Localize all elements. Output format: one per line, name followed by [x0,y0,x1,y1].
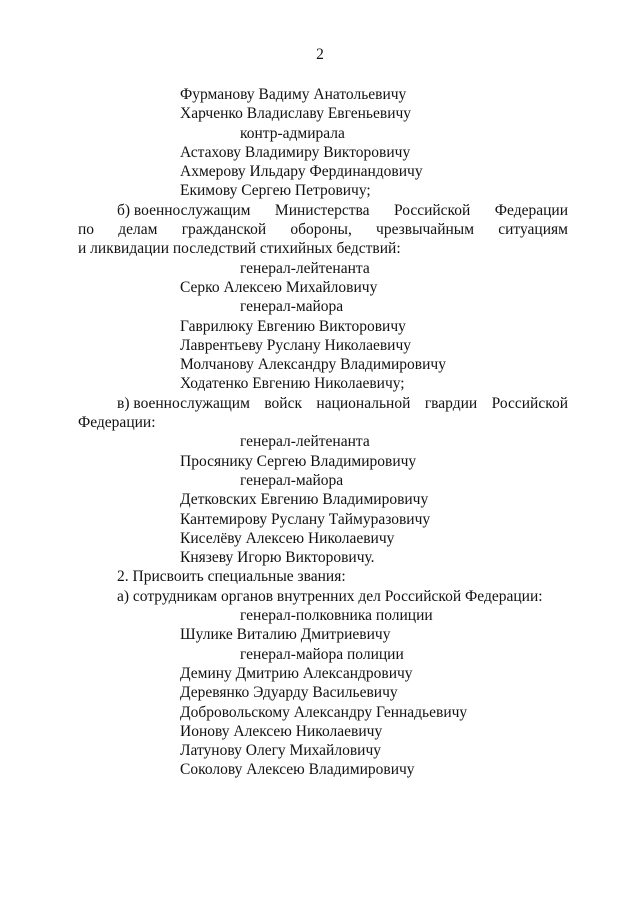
text-line: Киселёву Алексею Николаевичу [180,529,395,547]
text-line: Лаврентьеву Руслану Николаевичу [180,336,411,354]
text-line: 2. Присвоить специальные звания: [117,568,346,586]
text-line: Серко Алексею Михайловичу [180,278,378,296]
text-line: Демину Дмитрию Александровичу [180,664,413,682]
line-word: войск [264,394,302,412]
text-line: Латунову Олегу Михайловичу [180,742,382,760]
text-line: генерал-лейтенанта [240,259,370,277]
text-line: контр-адмирала [240,124,345,142]
text-line: Князеву Игорю Викторовичу. [180,549,375,567]
line-word: гвардии [424,394,478,412]
text-line: Кантемирову Руслану Таймуразовичу [180,510,431,528]
text-line: Екимову Сергею Петровичу; [180,182,371,200]
line-word: по [78,221,95,239]
text-line: Харченко Владиславу Евгеньевичу [180,105,412,123]
text-line: Ходатенко Евгению Николаевичу; [180,375,405,393]
line-word: гражданской [181,221,267,239]
text-line: Фурманову Вадиму Анатольевичу [180,86,407,103]
line-word: Российской [393,201,471,219]
text-line: генерал-полковника полиции [240,607,433,625]
text-line: Гаврилюку Евгению Викторовичу [180,317,406,335]
text-line [78,201,568,220]
text-line: генерал-майора [240,471,344,489]
line-word: в) военнослужащим [117,394,250,412]
text-line: и ликвидации последствий стихийных бедствий: [78,240,401,258]
line-word: национальной [316,394,411,412]
line-word: делам [118,221,158,239]
text-line: а) сотрудникам органов внутренних дел Российской Федерации: [117,587,543,605]
text-line: Просянику Сергею Владимировичу [180,452,417,470]
text-line: Добровольскому Александру Геннадьевичу [180,703,468,721]
text-line: Молчанову Александру Владимировичу [180,356,446,374]
text-line: генерал-майора [240,298,344,316]
text-line: Федерации: [78,414,156,432]
text-line [78,220,568,239]
text-line: Ахмерову Ильдару Фердинандовичу [180,163,423,181]
line-word: ситуациям [498,221,568,239]
line-word: чрезвычайным [376,221,475,239]
text-line: Деревянко Эдуарду Васильевичу [180,684,398,702]
text-line [78,394,568,413]
text-line: генерал-лейтенанта [240,433,370,451]
text-line: Астахову Владимиру Викторовичу [180,143,411,161]
text-line: Детковских Евгению Владимировичу [180,491,429,509]
text-line: Соколову Алексею Владимировичу [180,761,415,779]
text-line: Ионову Алексею Николаевичу [180,722,383,740]
line-word: Министерства [274,201,370,219]
text-line: Шулике Виталию Дмитриевичу [180,626,391,644]
page-number: 2 [316,46,324,63]
text-line: генерал-майора полиции [240,645,404,663]
line-word: Федерации [494,201,568,219]
document-body [78,85,568,780]
line-word: Российской [491,394,568,412]
line-word: обороны, [290,221,352,239]
line-word: б) военнослужащим [117,201,251,219]
